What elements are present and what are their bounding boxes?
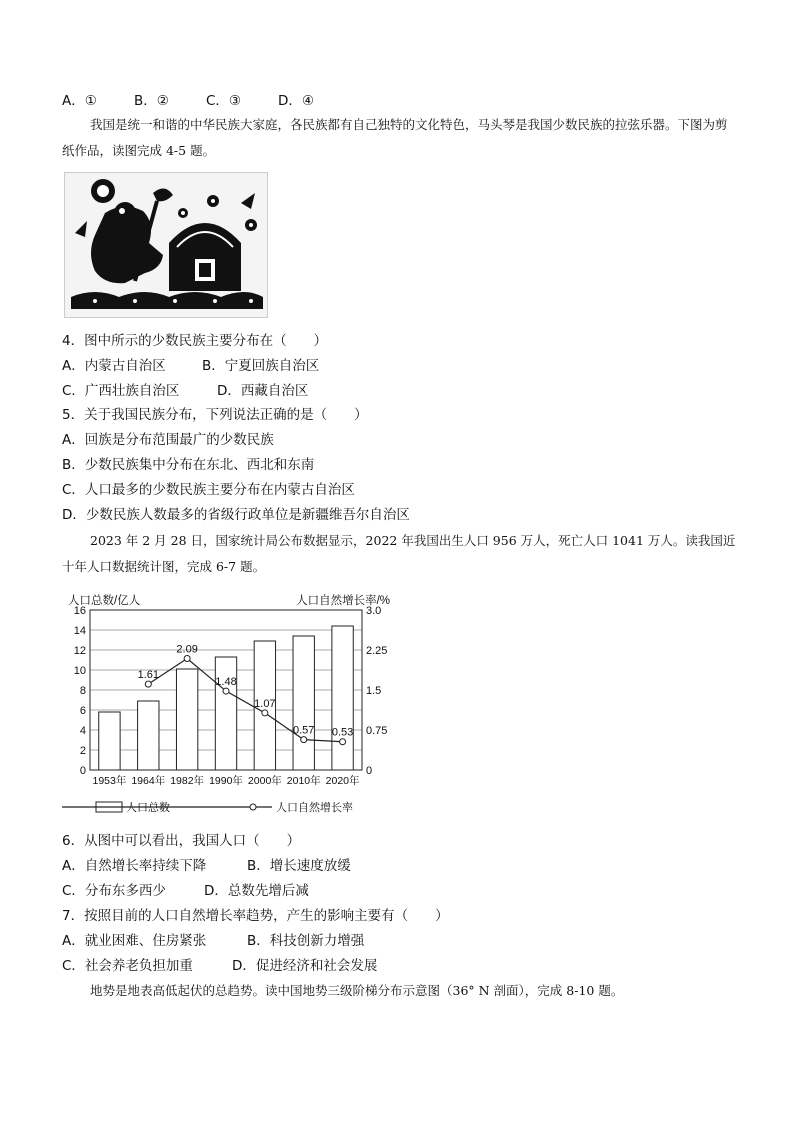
- legend-line-marker: [250, 804, 256, 810]
- y-tick-label: 16: [73, 605, 86, 617]
- q7-options-row2: [62, 957, 377, 975]
- q6-option-b[interactable]: B．增长速度放缓: [247, 858, 351, 874]
- x-tick-label: 2020年: [325, 775, 360, 787]
- y-tick-label: 14: [73, 625, 86, 637]
- y-tick-label: 0: [79, 765, 86, 777]
- bar-population: [293, 636, 314, 770]
- q4-options-row1: [62, 357, 319, 375]
- q4-options-row2: [62, 382, 308, 400]
- q5-option-c[interactable]: C．人口最多的少数民族主要分布在内蒙古自治区: [62, 482, 355, 498]
- intro-4-5: 我国是统一和谐的中华民族大家庭，各民族都有自己独特的文化特色，马头琴是我国少数民族的拉弦乐器。下图为剪纸作品，读图完成 4-5 题。: [62, 117, 728, 158]
- y2-tick-label: 3.0: [366, 605, 382, 617]
- y-tick-label: 4: [79, 725, 86, 737]
- bar-population: [99, 712, 120, 770]
- q3-options: [62, 92, 314, 110]
- x-tick-label: 2000年: [247, 775, 282, 787]
- q7-option-b[interactable]: B．科技创新力增强: [247, 933, 365, 949]
- intro-6-7: 2023 年 2 月 28 日，国家统计局公布数据显示，2022 年我国出生人口 956 万人，死亡人口 1041 万人。读我国近十年人口数据统计图，完成 6-7 题。: [62, 533, 736, 574]
- data-label-growth-rate: 0.57: [293, 724, 315, 737]
- q4-option-a[interactable]: A．内蒙古自治区: [62, 358, 166, 374]
- point-growth-rate: [145, 681, 151, 687]
- q3-option-a[interactable]: A．①: [62, 93, 97, 109]
- bar-population: [176, 669, 197, 770]
- legend-line-label: 人口自然增长率: [276, 802, 353, 814]
- point-growth-rate: [223, 688, 229, 694]
- q5-stem: 5．关于我国民族分布，下列说法正确的是（ ）: [62, 407, 368, 423]
- y-tick-label: 2: [79, 745, 86, 757]
- point-growth-rate: [184, 656, 190, 662]
- x-tick-label: 2010年: [286, 775, 321, 787]
- q4-option-d[interactable]: D．西藏自治区: [217, 383, 309, 399]
- data-label-growth-rate: 1.48: [215, 676, 237, 689]
- q3-option-c[interactable]: C．③: [206, 93, 242, 109]
- q7-options-row1: [62, 932, 364, 950]
- data-label-growth-rate: 0.53: [331, 726, 354, 739]
- q6-options-row1: [62, 857, 351, 875]
- y-axis-label: 人口总数/亿人: [68, 595, 141, 607]
- x-tick-label: 1990年: [209, 775, 243, 787]
- y2-tick-label: 0: [366, 765, 373, 777]
- q5-option-a[interactable]: A．回族是分布范围最广的少数民族: [62, 432, 274, 448]
- y2-tick-label: 1.5: [366, 685, 382, 697]
- x-tick-label: 1982年: [170, 775, 205, 787]
- q6-option-d[interactable]: D．总数先增后减: [204, 883, 309, 899]
- chart-legend: [62, 800, 353, 814]
- q5-option-b[interactable]: B．少数民族集中分布在东北、西北和东南: [62, 457, 315, 473]
- x-tick-label: 1964年: [131, 775, 166, 787]
- x-tick-label: 1953年: [92, 775, 127, 787]
- q3-option-b[interactable]: B．②: [134, 93, 169, 109]
- data-label-growth-rate: 2.09: [176, 643, 198, 656]
- legend-bar-label: 人口总数: [126, 802, 170, 814]
- papercut-image: [64, 172, 268, 318]
- q6-options-row2: [62, 882, 309, 900]
- point-growth-rate: [301, 737, 307, 743]
- q4-option-c[interactable]: C．广西壮族自治区: [62, 383, 180, 399]
- y2-axis-label: 人口自然增长率/%: [296, 595, 390, 607]
- y-tick-label: 10: [73, 665, 86, 677]
- y-tick-label: 12: [73, 645, 86, 657]
- point-growth-rate: [262, 710, 268, 716]
- y-tick-label: 6: [79, 705, 86, 717]
- y-tick-label: 8: [79, 685, 86, 697]
- data-label-growth-rate: 1.61: [137, 669, 159, 682]
- q7-stem: 7．按照目前的人口自然增长率趋势，产生的影响主要有（ ）: [62, 908, 449, 924]
- q4-stem: 4．图中所示的少数民族主要分布在（ ）: [62, 333, 328, 349]
- point-growth-rate: [340, 739, 346, 745]
- y2-tick-label: 0.75: [366, 725, 388, 737]
- q5-option-d[interactable]: D．少数民族人数最多的省级行政单位是新疆维吾尔自治区: [62, 507, 410, 523]
- q4-option-b[interactable]: B．宁夏回族自治区: [202, 358, 320, 374]
- bar-population: [215, 657, 236, 770]
- q6-stem: 6．从图中可以看出，我国人口（ ）: [62, 833, 301, 849]
- bar-population: [332, 626, 353, 770]
- population-chart: [62, 590, 392, 820]
- q7-option-d[interactable]: D．促进经济和社会发展: [232, 958, 378, 974]
- data-label-growth-rate: 1.07: [254, 697, 276, 710]
- y2-tick-label: 2.25: [366, 645, 388, 657]
- q7-option-c[interactable]: C．社会养老负担加重: [62, 958, 193, 974]
- q6-option-a[interactable]: A．自然增长率持续下降: [62, 858, 207, 874]
- q3-option-d[interactable]: D．④: [278, 93, 314, 109]
- q6-option-c[interactable]: C．分布东多西少: [62, 883, 166, 899]
- bar-population: [138, 701, 159, 770]
- q7-option-a[interactable]: A．就业困难、住房紧张: [62, 933, 207, 949]
- intro-8-10: 地势是地表高低起伏的总趋势。读中国地势三级阶梯分布示意图（36° N 剖面），完成 8-10 题。: [90, 983, 624, 998]
